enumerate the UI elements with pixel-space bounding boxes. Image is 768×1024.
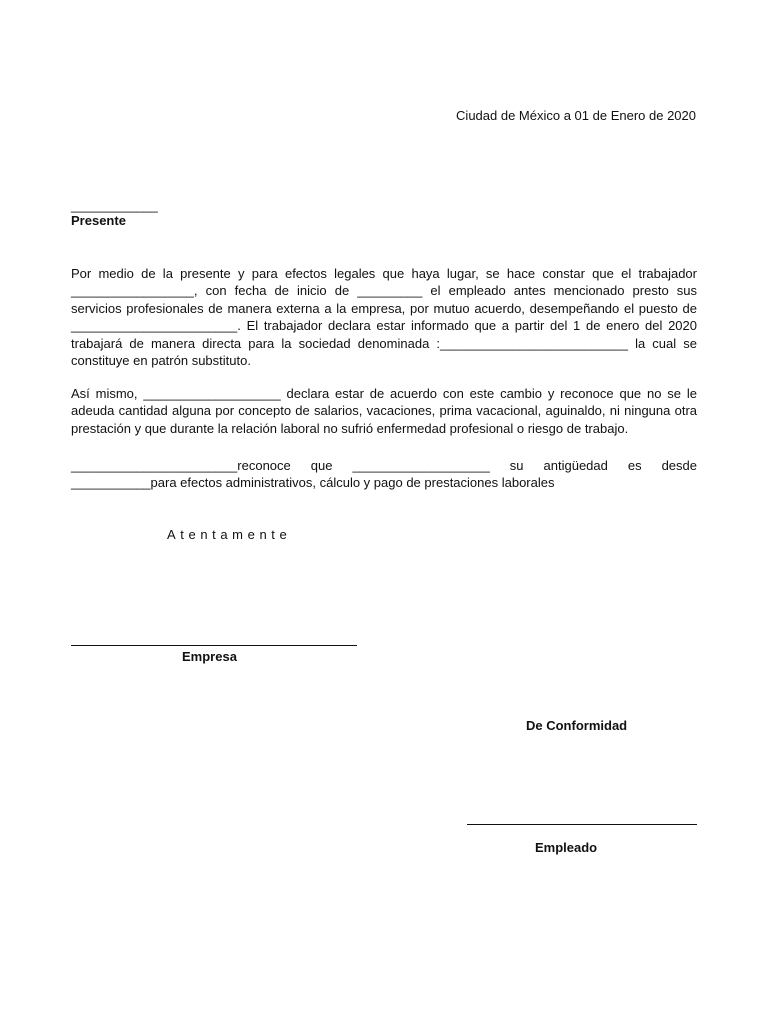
paragraph-3: _______________________reconoce que ___________________ su antigüedad es desde ___________para efectos administrativos, cálculo y pago de prestaciones laborales [71, 458, 697, 491]
date-line: Ciudad de México a 01 de Enero de 2020 [456, 108, 696, 123]
salutation: Presente [71, 213, 126, 228]
paragraph-2: Así mismo, ___________________ declara estar de acuerdo con este cambio y reconoce que no se le adeuda cantidad alguna por concepto de salarios, vacaciones, prima vacacional, aguinaldo, ni ninguna otra prestación y que durante la relación laboral no sufrió enfermedad profesional o riesgo de trabajo. [71, 386, 697, 436]
agreement-label: De Conformidad [526, 718, 628, 733]
employee-signature-line [467, 824, 697, 825]
closing: Atentamente [167, 527, 292, 542]
employee-label: Empleado [535, 840, 598, 855]
addressee-blank: ____________ [71, 198, 158, 213]
company-label: Empresa [182, 649, 237, 664]
company-signature-line [71, 645, 357, 646]
paragraph-1: Por medio de la presente y para efectos legales que haya lugar, se hace constar que el trabajador _________________, con fecha de inicio de _________ el empleado antes mencionado presto sus servicios profesionales de manera externa a la empresa, por mutuo acuerdo, desempeñando el puesto de _______________________. El trabajador declara estar informado que a partir del 1 de enero del 2020 trabajará de manera directa para la sociedad denominada :__________________________ la cual se constituye en patrón substituto. [71, 266, 697, 369]
